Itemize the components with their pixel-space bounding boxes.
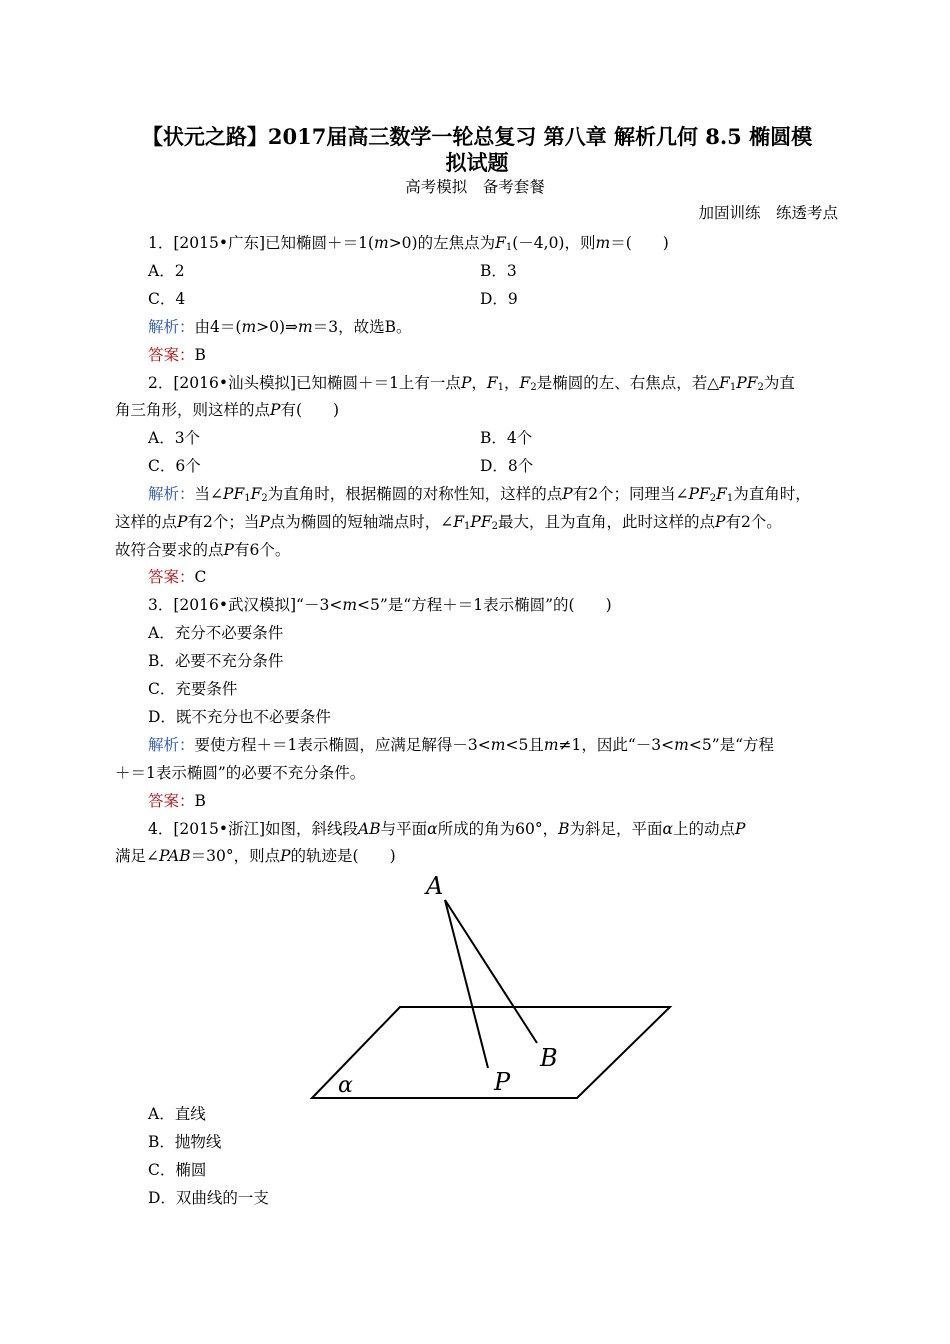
section-heading: 加固训练 练透考点 (698, 204, 838, 222)
label-alpha: α (338, 1073, 353, 1098)
q4-option-a: A．直线 (148, 1105, 206, 1123)
q4-stem-line1: 4．[2015•浙江]如图，斜线段AB与平面α所成的角为60°，B为斜足，平面α上的动点P (148, 820, 746, 838)
q2-stem-line1: 2．[2016•汕头模拟]已知椭圆＋＝1上有一点P，$F_1$，$F_2$是椭圆的左、右焦点，若$\triangle F_1PF_2$为直 (148, 374, 795, 393)
q2-analysis-line2: 这样的点P有2个；当P点为椭圆的短轴端点时，$\angle F_1PF_2$最大，且为直角，此时这样的点P有2个。 (115, 513, 782, 532)
q3-analysis-line2: ＋＝1表示椭圆”的必要不充分条件。 (115, 764, 366, 782)
q2-option-c: C．6个 (148, 457, 201, 475)
q3-stem: 3．[2016•武汉模拟]“－3<m<5”是“方程＋＝1表示椭圆”的( ) (148, 596, 612, 614)
label-b: B (540, 1044, 558, 1072)
q4-option-d: D．双曲线的一支 (148, 1189, 269, 1207)
label-p: P (494, 1068, 511, 1096)
q1-answer: 答案：B (148, 346, 206, 364)
q3-option-b: B．必要不充分条件 (148, 652, 284, 670)
q2-analysis-line3: 故符合要求的点P有6个。 (115, 541, 291, 559)
q1-analysis: 解析：由4＝(m>0)⇒m＝3，故选B。 (148, 318, 412, 336)
q3-answer: 答案：B (148, 792, 206, 810)
q1-stem: 1．[2015•广东]已知椭圆＋＝1(m>0)的左焦点为$F_1(-4,0)$，则m＝( ) (148, 234, 669, 253)
q4-option-c: C．椭圆 (148, 1161, 207, 1179)
q1-option-a: A．2 (148, 262, 185, 280)
q4-geometry-figure (300, 868, 690, 1103)
q2-answer: 答案：C (148, 568, 207, 586)
q4-stem-line2: 满足∠PAB＝30°，则点P的轨迹是( ) (115, 847, 396, 865)
q1-option-d: D．9 (480, 290, 518, 308)
q3-option-c: C．充要条件 (148, 680, 238, 698)
segment-ap (445, 900, 488, 1068)
q1-option-b: B．3 (480, 262, 517, 280)
q2-stem-line2: 角三角形，则这样的点P有( ) (115, 401, 340, 419)
segment-ab (445, 900, 537, 1043)
q3-option-a: A．充分不必要条件 (148, 624, 284, 642)
label-a: A (426, 872, 444, 900)
q3-analysis-line1: 解析：要使方程＋＝1表示椭圆，应满足解得－3<m<5且m≠1，因此“－3<m<5”是“方程 (148, 736, 775, 754)
q3-option-d: D．既不充分也不必要条件 (148, 708, 331, 726)
q4-option-b: B．抛物线 (148, 1133, 222, 1151)
q2-option-b: B．4个 (480, 429, 533, 447)
plane-alpha (312, 1007, 670, 1098)
q2-option-a: A．3个 (148, 429, 201, 447)
q1-option-c: C．4 (148, 290, 186, 308)
q2-option-d: D．8个 (480, 457, 534, 475)
document-title-line2: 拟试题 (445, 150, 509, 175)
q2-analysis-line1: 解析：当$\angle PF_1F_2$为直角时，根据椭圆的对称性知，这样的点P有2个；同理当$\angle PF_2F_1$为直角时， (148, 485, 811, 504)
document-title-line1: 【状元之路】2017届高三数学一轮总复习 第八章 解析几何 8.5 椭圆模 (141, 124, 813, 149)
subtitle: 高考模拟 备考套餐 (405, 178, 545, 196)
